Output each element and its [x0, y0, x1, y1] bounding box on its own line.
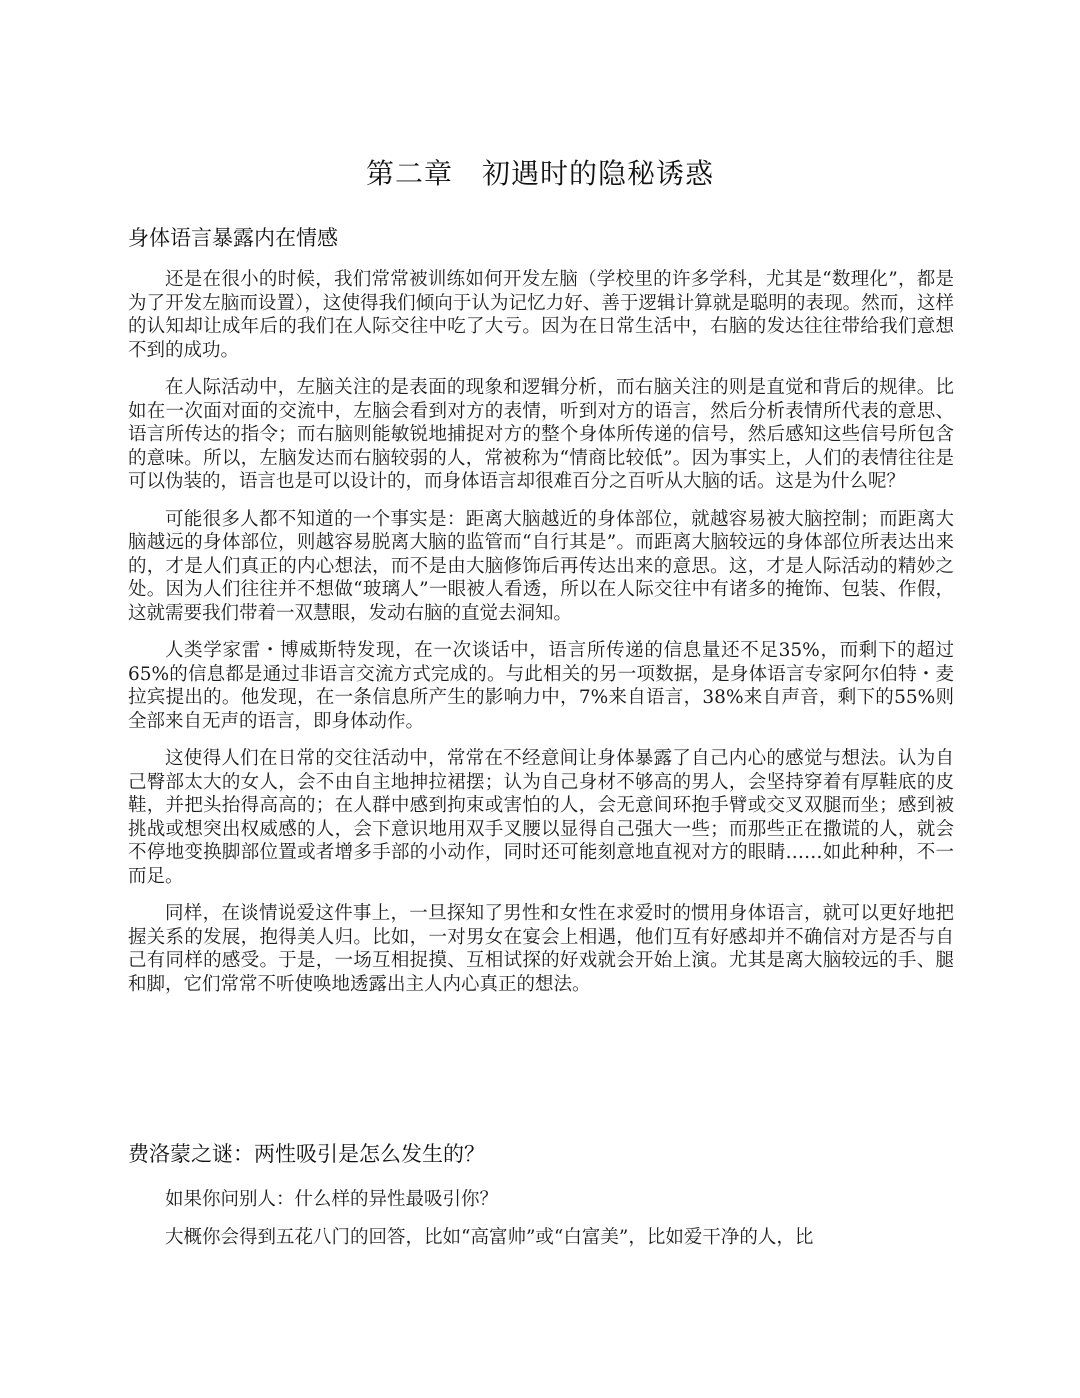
paragraph: 如果你问别人：什么样的异性最吸引你？	[165, 1189, 499, 1210]
section-body	[128, 1186, 954, 1262]
chapter-title: 第二章 初遇时的隐秘诱惑	[365, 157, 714, 190]
paragraph: 还是在很小的时候，我们常常被训练如何开发左脑（学校里的许多学科，尤其是“数理化”，都是为了开发左脑而设置），这使得我们倾向于认为记忆力好、善于逻辑计算就是聪明的表现。然而，这样的认知却让成年后的我们在人际交往中吃了大亏。因为在日常生活中，右脑的发达往往带给我们意想不到的成功。	[128, 269, 954, 361]
paragraph: 可能很多人都不知道的一个事实是：距离大脑越近的身体部位，就越容易被大脑控制；而距离大脑越远的身体部位，则越容易脱离大脑的监管而“自行其是”。而距离大脑较远的身体部位所表达出来的，才是人们真正的内心想法，而不是由大脑修饰后再传达出来的意思。这，才是人际活动的精妙之处。因为人们往往并不想做“玻璃人”一眼被人看透，所以在人际交往中有诸多的掩饰、包装、作假，这就需要我们带着一双慧眼，发动右脑的直觉去洞知。	[128, 508, 954, 624]
paragraph: 大概你会得到五花八门的回答，比如“高富帅”或“白富美”，比如爱干净的人，比	[165, 1227, 814, 1248]
paragraph: 同样，在谈情说爱这件事上，一旦探知了男性和女性在求爱时的惯用身体语言，就可以更好地把握关系的发展，抱得美人归。比如，一对男女在宴会上相遇，他们互有好感却并不确信对方是否与自己有同样的感受。于是，一场互相捉摸、互相试探的好戏就会开始上演。尤其是离大脑较远的手、腿和脚，它们常常不听使唤地透露出主人内心真正的想法。	[128, 903, 954, 995]
section-body	[128, 268, 954, 1010]
paragraph: 这使得人们在日常的交往活动中，常常在不经意间让身体暴露了自己内心的感觉与想法。认为自己臀部太大的女人，会不由自主地抻拉裙摆；认为自己身材不够高的男人，会坚持穿着有厚鞋底的皮鞋，并把头抬得高高的；在人群中感到拘束或害怕的人，会无意间环抱手臂或交叉双腿而坐；感到被挑战或想突出权威感的人，会下意识地用双手叉腰以显得自己强大一些；而那些正在撒谎的人，就会不停地变换脚部位置或者增多手部的小动作，同时还可能刻意地直视对方的眼睛……如此种种，不一而足。	[128, 748, 954, 887]
section-heading: 费洛蒙之谜：两性吸引是怎么发生的？	[128, 1142, 485, 1166]
paragraph: 在人际活动中，左脑关注的是表面的现象和逻辑分析，而右脑关注的则是直觉和背后的规律。比如在一次面对面的交流中，左脑会看到对方的表情，听到对方的语言，然后分析表情所代表的意思、语言所传达的指令；而右脑则能敏锐地捕捉对方的整个身体所传递的信号，然后感知这些信号所包含的意味。所以，左脑发达而右脑较弱的人，常被称为“情商比较低”。因为事实上，人们的表情往往是可以伪装的，语言也是可以设计的，而身体语言却很难百分之百听从大脑的话。这是为什么呢？	[128, 377, 954, 492]
section-heading: 身体语言暴露内在情感	[128, 226, 338, 250]
paragraph: 人类学家雷・博威斯特发现，在一次谈话中，语言所传递的信息量还不足35%，而剩下的超过65%的信息都是通过非语言交流方式完成的。与此相关的另一项数据，是身体语言专家阿尔伯特・麦拉宾提出的。他发现，在一条信息所产生的影响力中，7%来自语言，38%来自声音，剩下的55%则全部来自无声的语言，即身体动作。	[128, 640, 954, 732]
